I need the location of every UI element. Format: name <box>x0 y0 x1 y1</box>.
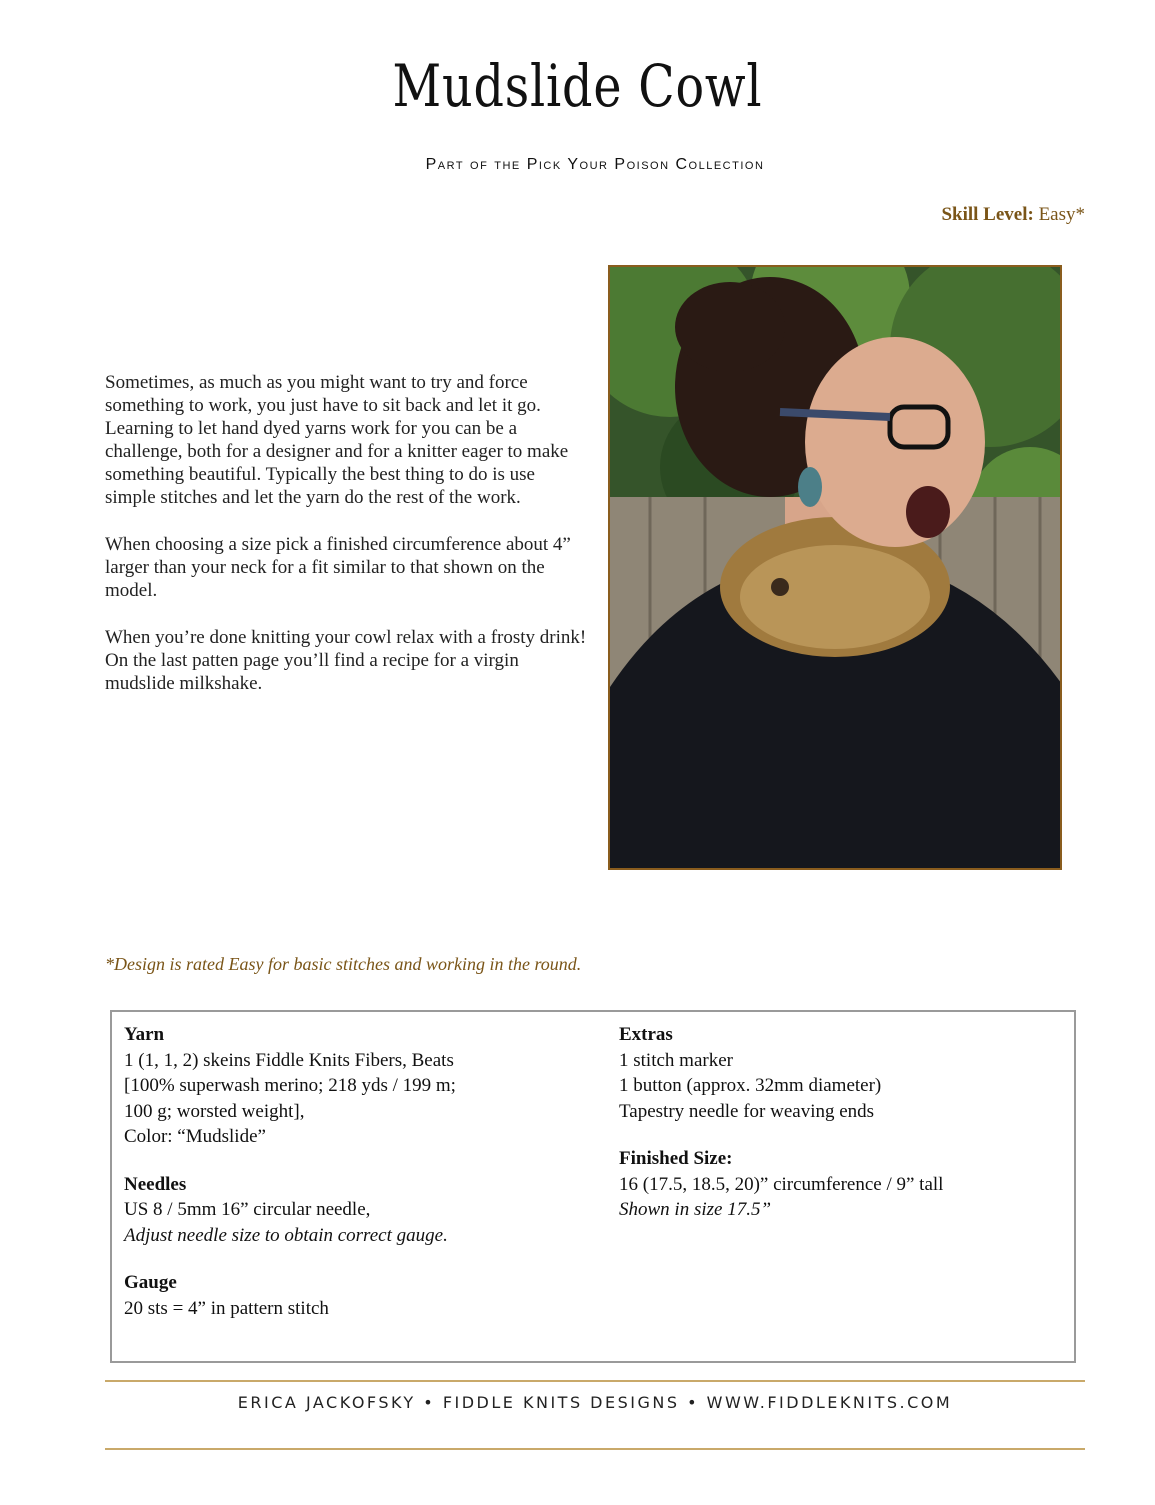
materials-right-column <box>619 1022 1059 1245</box>
yarn-heading: Yarn <box>124 1024 165 1045</box>
extras-line: 1 stitch marker <box>619 1049 733 1071</box>
finished-size-note: Shown in size 17.5” <box>619 1199 772 1220</box>
footer-rule-bottom <box>105 1448 1085 1450</box>
skill-level-label: Skill Level: <box>941 204 1034 225</box>
yarn-line: 100 g; worsted weight], <box>124 1100 305 1122</box>
gauge-section <box>124 1270 594 1321</box>
extras-line: Tapestry needle for weaving ends <box>619 1100 875 1122</box>
extras-section <box>619 1022 1059 1124</box>
finished-size-section <box>619 1146 1059 1223</box>
needles-note: Adjust needle size to obtain correct gauge. <box>124 1224 448 1246</box>
extras-heading: Extras <box>619 1024 673 1045</box>
skill-note: *Design is rated Easy for basic stitches and working in the round. <box>105 954 582 974</box>
intro-paragraph-2: When choosing a size pick a finished circumference about 4” larger than your neck for a fit similar to that shown on the model. <box>105 534 571 601</box>
page-title: Mudslide Cowl <box>392 52 763 120</box>
footer-credit: ERICA JACKOFSKY • FIDDLE KNITS DESIGNS • WWW.FIDDLEKNITS.COM <box>237 1393 953 1412</box>
gauge-line: 20 sts = 4” in pattern stitch <box>124 1297 329 1319</box>
gauge-heading: Gauge <box>124 1272 177 1293</box>
materials-box <box>110 1010 1076 1363</box>
model-photo <box>608 265 1062 870</box>
footer-rule-top <box>105 1380 1085 1382</box>
yarn-line: Color: “Mudslide” <box>124 1126 266 1147</box>
intro-paragraph-3: When you’re done knitting your cowl relax with a frosty drink! On the last patten page you’ll find a recipe for a virgin mudslide milkshake. <box>105 627 587 694</box>
extras-line: 1 button (approx. 32mm diameter) <box>619 1075 882 1096</box>
intro-text <box>105 371 590 719</box>
needles-line: US 8 / 5mm 16” circular needle, <box>124 1199 371 1220</box>
skill-level <box>941 204 1085 226</box>
skill-level-value: Easy* <box>1038 204 1085 225</box>
yarn-line: 1 (1, 1, 2) skeins Fiddle Knits Fibers, Beats <box>124 1049 454 1071</box>
finished-size-heading: Finished Size: <box>619 1148 733 1169</box>
yarn-section <box>124 1022 594 1150</box>
needles-heading: Needles <box>124 1173 187 1195</box>
collection-subtitle: Part of the Pick Your Poison Collection <box>425 156 765 173</box>
needles-section <box>124 1172 594 1249</box>
yarn-line: [100% superwash merino; 218 yds / 199 m; <box>124 1075 456 1096</box>
materials-left-column <box>124 1022 594 1343</box>
intro-paragraph-1: Sometimes, as much as you might want to try and force something to work, you just have to sit back and let it go. Learning to let hand dyed yarns work for you can be a challenge, both for a designer and for a knitter eager to make something beautiful. Typically the best thing to do is use simple stitches and let the yarn do the rest of the work. <box>105 372 569 508</box>
finished-size-line: 16 (17.5, 18.5, 20)” circumference / 9” tall <box>619 1173 944 1195</box>
